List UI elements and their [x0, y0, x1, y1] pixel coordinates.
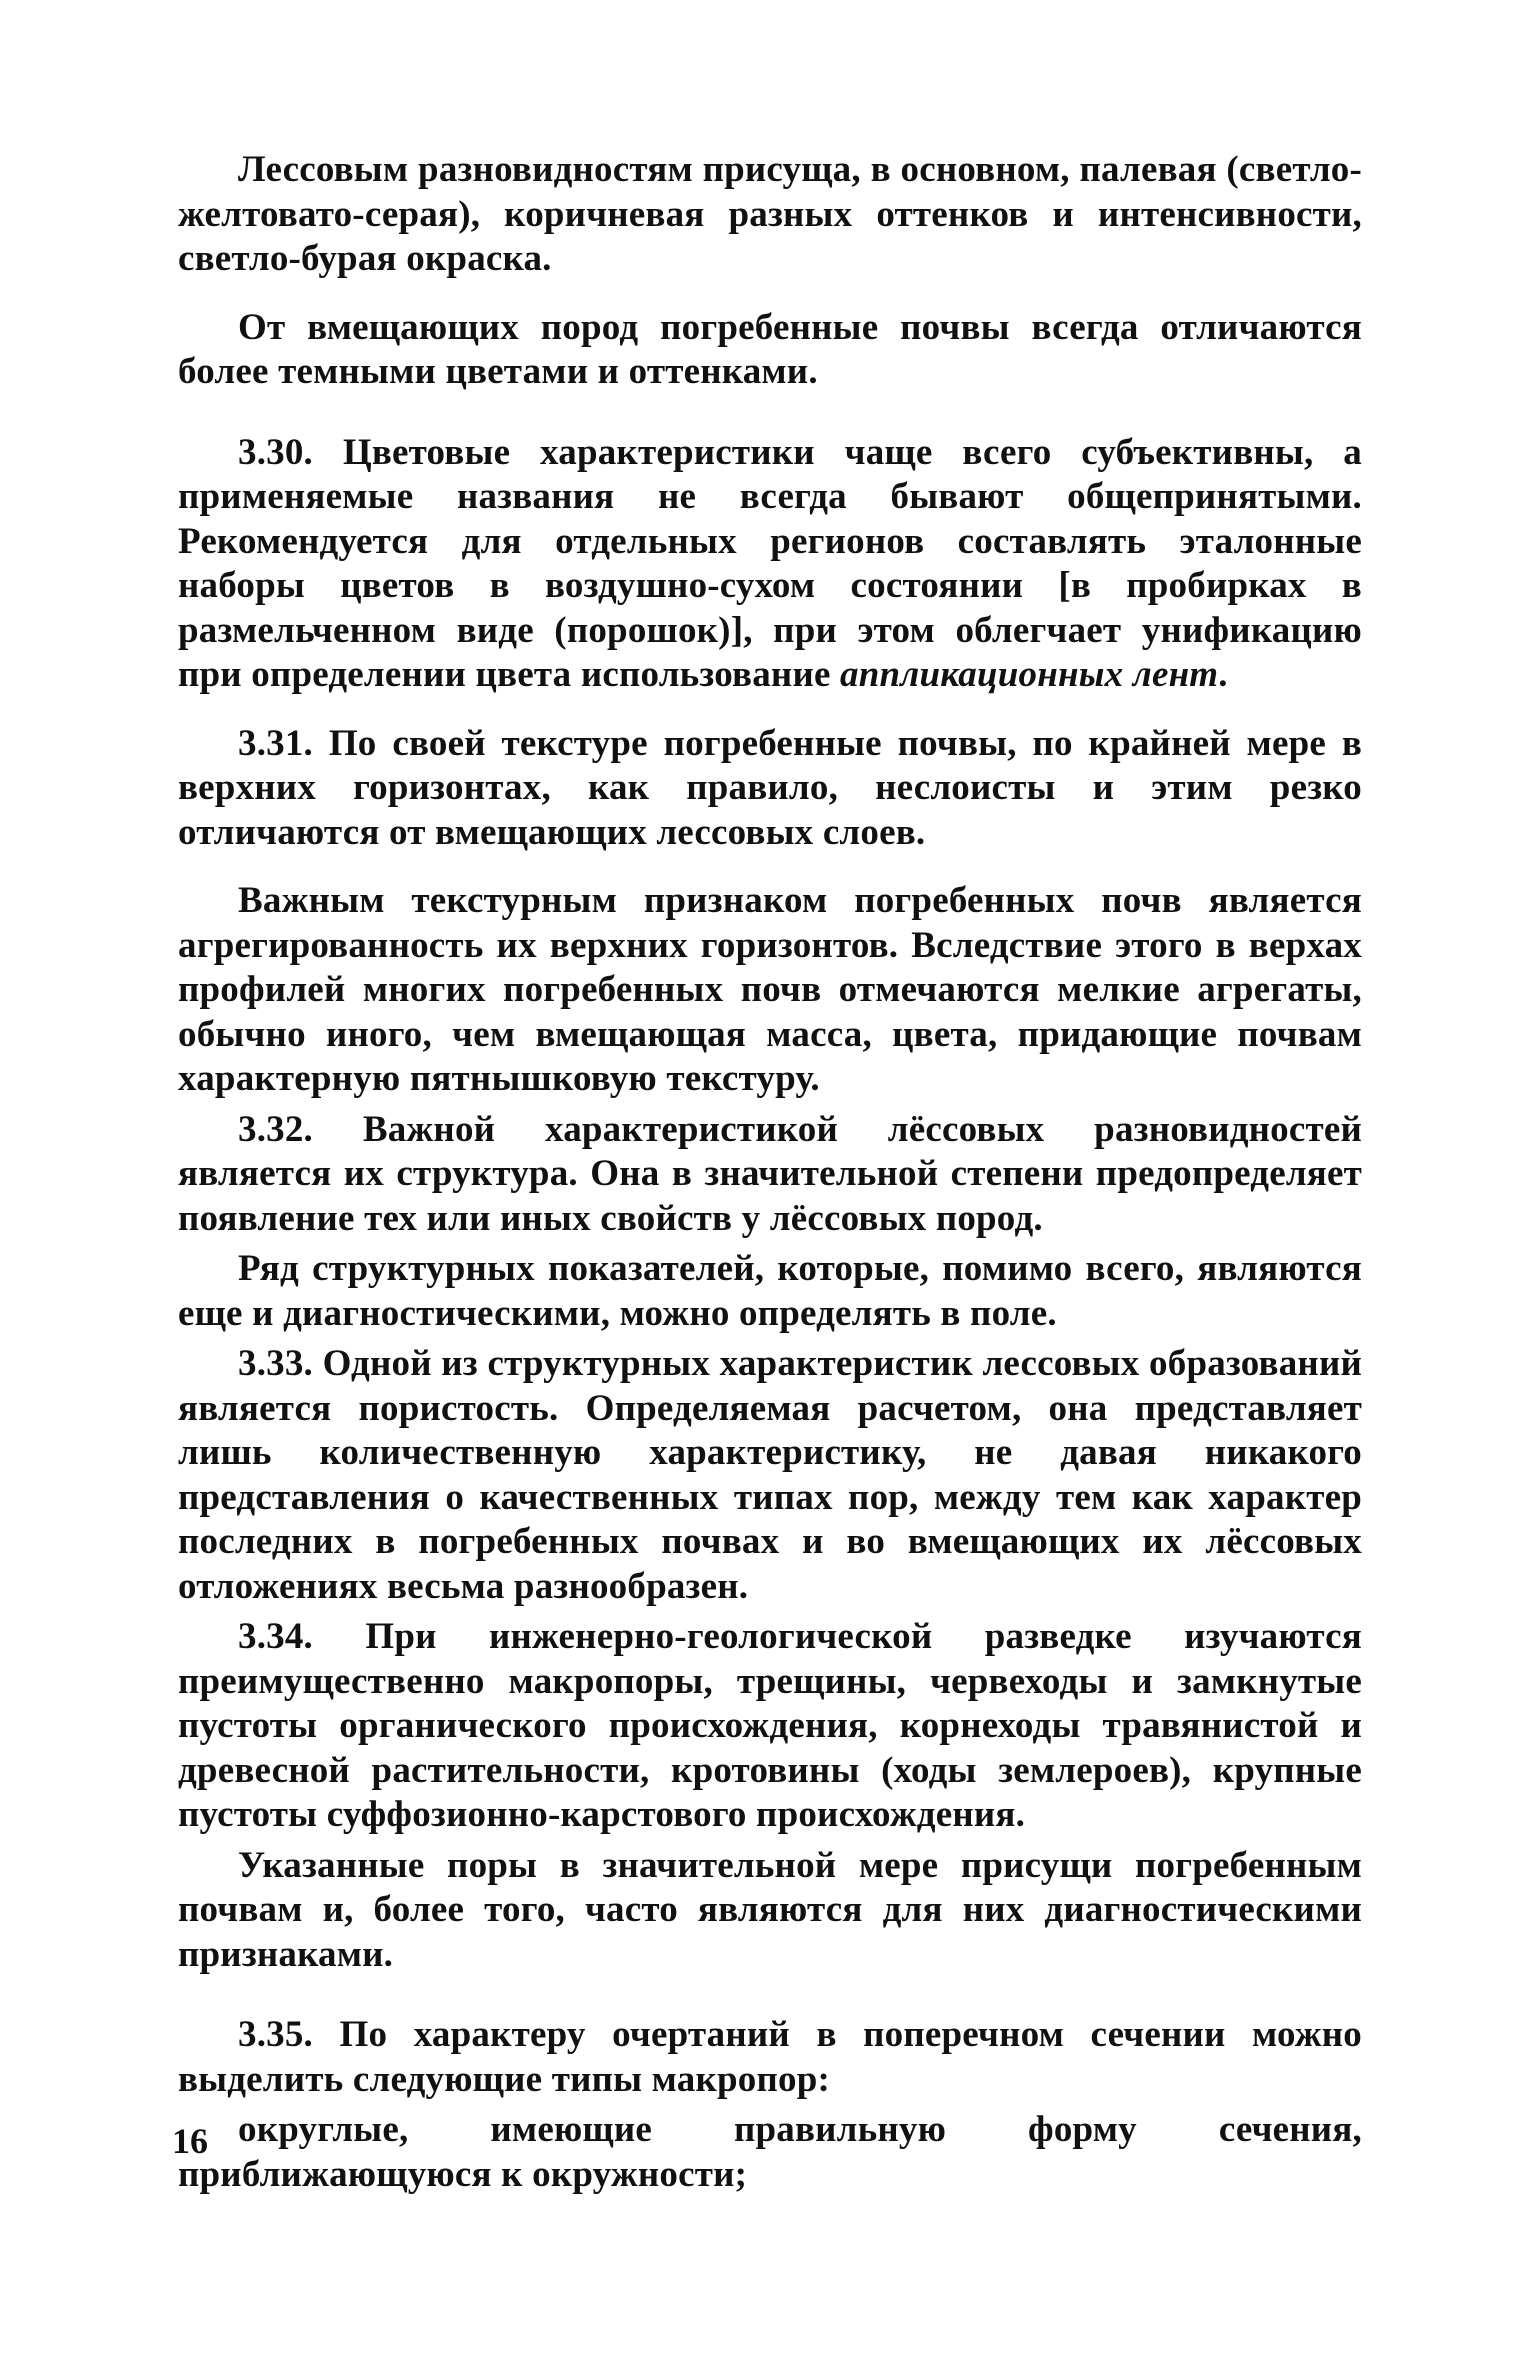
- paragraph-text: Лессовым разновидностям присуща, в основном, палевая (светло-желтовато-серая), коричневая разных оттенков и интенсивности, светло-бурая окраска.: [178, 149, 1362, 279]
- section-3-31: [178, 722, 1362, 856]
- paragraph-structural-indicators: [178, 1247, 1362, 1336]
- paragraph-text: От вмещающих пород погребенные почвы всегда отличаются более темными цветами и оттенками.: [178, 306, 1362, 392]
- section-number: 3.32.: [238, 1108, 313, 1150]
- body-text: [178, 148, 1362, 2197]
- paragraph-text: Указанные поры в значительной мере присущи погребенным почвам и, более того, часто являются для них диагностическими признаками.: [178, 1844, 1362, 1975]
- paragraph-text: Важной характеристикой лёссовых разновидностей является их структура. Она в значительной степени предопределяет появление тех или иных свойств у лёссовых пород.: [178, 1108, 1362, 1239]
- paragraph-text: Одной из структурных характеристик лессовых образований является пористость. Определяемая расчетом, она представляет лишь количественную характеристику, не давая никакого представления о качественных типах пор, между тем как характер последних в погребенных почвах и во вмещающих их лёссовых отложениях весьма разнообразен.: [178, 1343, 1362, 1607]
- list-item-round-pores: [178, 2108, 1362, 2197]
- paragraph-text: Важным текстурным признаком погребенных почв является агрегированность их верхних горизонтов. Вследствие этого в верхах профилей многих погребенных почв отмечаются мелкие агрегаты, обычно иного, чем вмещающая масса, цвета, придающие почвам характерную пятнышковую текстуру.: [178, 880, 1362, 1099]
- section-3-33: [178, 1342, 1362, 1609]
- italic-term: аппликационных лент: [840, 654, 1219, 695]
- paragraph-text: Цветовые характеристики чаще всего субъективны, а применяемые названия не всегда бывают общепринятыми. Рекомендуется для отдельных регионов составлять эталонные наборы цветов в воздушно-сухом состоянии [в пробирках в размельченном виде (порошок)], при этом облегчает унификацию при определении цвета использование: [178, 431, 1362, 695]
- paragraph-text: Ряд структурных показателей, которые, помимо всего, являются еще и диагностическими, можно определять в поле.: [178, 1248, 1362, 1334]
- paragraph-text: округлые, имеющие правильную форму сечения, приближающуюся к окружности;: [178, 2109, 1362, 2195]
- page-number: 16: [172, 2121, 208, 2161]
- section-number: 3.34.: [238, 1616, 313, 1657]
- paragraph-buried-soils-color: [178, 306, 1362, 395]
- section-3-35: [178, 2013, 1362, 2102]
- section-3-30: [178, 431, 1362, 698]
- section-number: 3.30.: [238, 431, 313, 473]
- paragraph-pores-diagnostic: [178, 1844, 1362, 1978]
- section-number: 3.33.: [238, 1343, 313, 1384]
- section-number: 3.31.: [238, 722, 313, 764]
- section-number: 3.35.: [238, 2014, 313, 2055]
- paragraph-loess-color: [178, 148, 1362, 282]
- paragraph-tail: .: [1218, 654, 1228, 695]
- paragraph-text: По характеру очертаний в поперечном сечении можно выделить следующие типы макропор:: [178, 2014, 1362, 2100]
- paragraph-text: По своей текстуре погребенные почвы, по крайней мере в верхних горизонтах, как правило, неслоисты и этим резко отличаются от вмещающих лессовых слоев.: [178, 722, 1362, 853]
- paragraph-texture-sign: [178, 879, 1362, 1102]
- section-3-32: [178, 1108, 1362, 1242]
- section-3-34: [178, 1615, 1362, 1838]
- paragraph-text: При инженерно-геологической разведке изучаются преимущественно макропоры, трещины, червеходы и замкнутые пустоты органического происхождения, корнеходы травянистой и древесной растительности, кротовины (ходы землероев), крупные пустоты суффозионно-карстового происхождения.: [178, 1616, 1362, 1835]
